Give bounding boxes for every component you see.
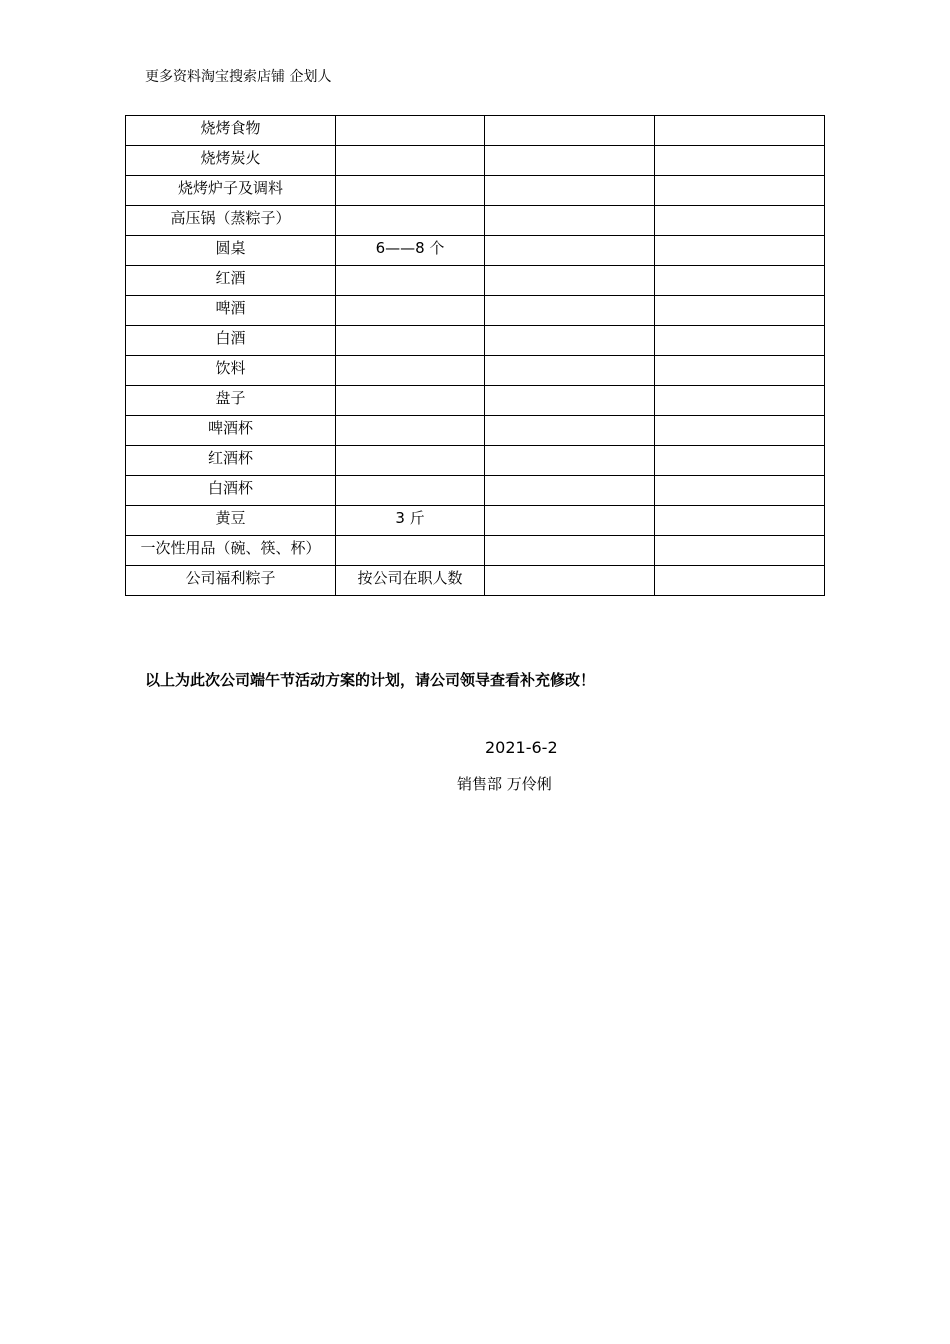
- table-cell: [655, 296, 825, 326]
- table-cell: [485, 296, 655, 326]
- table-row: [126, 296, 825, 326]
- item-name-cell: 饮料: [126, 356, 336, 386]
- table-cell: [655, 236, 825, 266]
- table-row: [126, 506, 825, 536]
- quantity-cell: 3 斤: [336, 506, 485, 536]
- item-name-cell: 白酒杯: [126, 476, 336, 506]
- quantity-cell: [336, 296, 485, 326]
- table-cell: [485, 146, 655, 176]
- table-row: [126, 386, 825, 416]
- quantity-cell: [336, 536, 485, 566]
- item-name-cell: 红酒: [126, 266, 336, 296]
- table-row: [126, 206, 825, 236]
- item-name-cell: 烧烤炭火: [126, 146, 336, 176]
- table-cell: [485, 476, 655, 506]
- table-row: [126, 176, 825, 206]
- table-cell: [485, 386, 655, 416]
- table-cell: [485, 356, 655, 386]
- table-cell: [485, 176, 655, 206]
- item-name-cell: 啤酒杯: [126, 416, 336, 446]
- quantity-cell: [336, 116, 485, 146]
- item-name-cell: 高压锅（蒸粽子）: [126, 206, 336, 236]
- table-cell: [485, 116, 655, 146]
- table-cell: [485, 506, 655, 536]
- item-name-cell: 白酒: [126, 326, 336, 356]
- table-cell: [655, 176, 825, 206]
- quantity-cell: [336, 416, 485, 446]
- table-cell: [485, 446, 655, 476]
- quantity-cell: [336, 476, 485, 506]
- table-cell: [655, 116, 825, 146]
- item-name-cell: 红酒杯: [126, 446, 336, 476]
- table-row: [126, 566, 825, 596]
- table-cell: [655, 146, 825, 176]
- table-cell: [485, 326, 655, 356]
- table-cell: [485, 206, 655, 236]
- item-name-cell: 烧烤食物: [126, 116, 336, 146]
- table-cell: [485, 416, 655, 446]
- signature-date: 2021-6-2: [485, 738, 558, 757]
- table-cell: [485, 566, 655, 596]
- table-row: [126, 416, 825, 446]
- item-name-cell: 啤酒: [126, 296, 336, 326]
- quantity-cell: [336, 446, 485, 476]
- signature-signer: 销售部 万伶俐: [457, 775, 552, 793]
- quantity-cell: [336, 266, 485, 296]
- table-cell: [655, 326, 825, 356]
- quantity-cell: 按公司在职人数: [336, 566, 485, 596]
- table-row: [126, 446, 825, 476]
- table-cell: [485, 266, 655, 296]
- table-cell: [655, 266, 825, 296]
- table-cell: [655, 566, 825, 596]
- item-name-cell: 公司福利粽子: [126, 566, 336, 596]
- table-row: [126, 236, 825, 266]
- quantity-cell: [336, 326, 485, 356]
- table-row: [126, 116, 825, 146]
- table-cell: [655, 416, 825, 446]
- item-name-cell: 烧烤炉子及调料: [126, 176, 336, 206]
- table-cell: [485, 236, 655, 266]
- item-name-cell: 一次性用品（碗、筷、杯）: [126, 536, 336, 566]
- table-cell: [655, 356, 825, 386]
- table-cell: [655, 506, 825, 536]
- table-row: [126, 326, 825, 356]
- quantity-cell: [336, 356, 485, 386]
- header-note: 更多资料淘宝搜索店铺 企划人: [145, 69, 332, 85]
- quantity-cell: 6——8 个: [336, 236, 485, 266]
- quantity-cell: [336, 386, 485, 416]
- quantity-cell: [336, 146, 485, 176]
- closing-statement: 以上为此次公司端午节活动方案的计划，请公司领导查看补充修改！: [145, 671, 596, 689]
- table-cell: [655, 386, 825, 416]
- table-row: [126, 266, 825, 296]
- table-cell: [485, 536, 655, 566]
- item-name-cell: 黄豆: [126, 506, 336, 536]
- table-cell: [655, 476, 825, 506]
- quantity-cell: [336, 176, 485, 206]
- table-cell: [655, 536, 825, 566]
- table-row: [126, 476, 825, 506]
- table-cell: [655, 446, 825, 476]
- table-row: [126, 536, 825, 566]
- table-row: [126, 146, 825, 176]
- table-row: [126, 356, 825, 386]
- supplies-table: [125, 115, 825, 596]
- item-name-cell: 盘子: [126, 386, 336, 416]
- item-name-cell: 圆桌: [126, 236, 336, 266]
- quantity-cell: [336, 206, 485, 236]
- table-cell: [655, 206, 825, 236]
